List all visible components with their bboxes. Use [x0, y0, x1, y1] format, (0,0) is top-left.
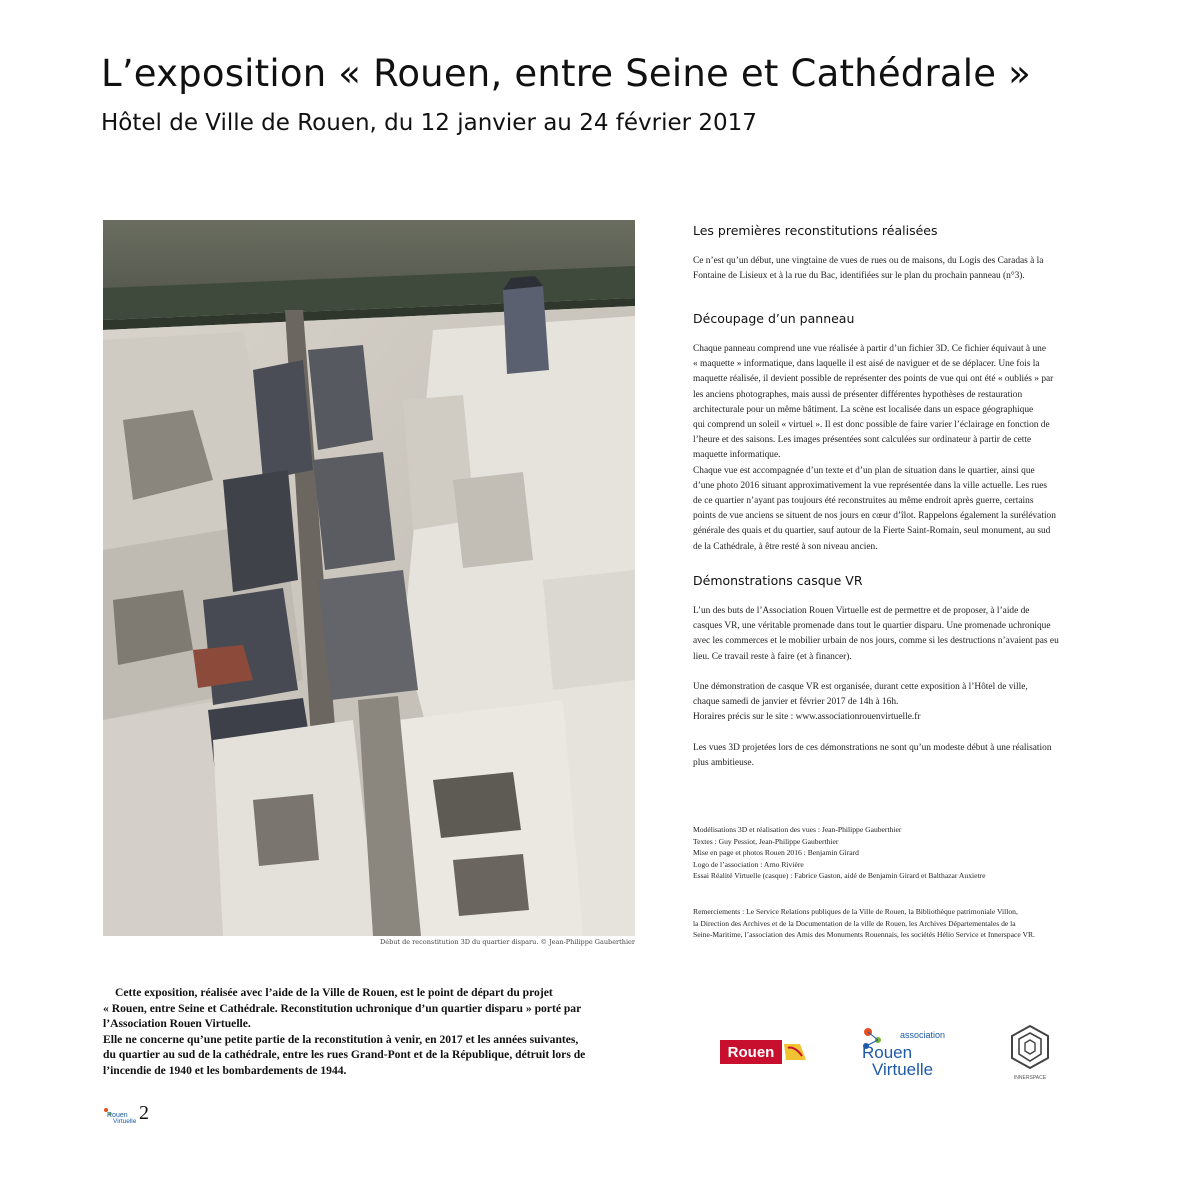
section-text-decoupage: Chaque panneau comprend une vue réalisée à partir d’un fichier 3D. Ce fichier équivaut à une « maquette » informatique, dans laquelle il est aisé de naviguer et de se déplacer. Une fois la maquette réalisée, il devient possible de représenter des points de vue qui ont été « oubliés » par les anciens photographes, mais aussi de présenter différentes hypothèses de restauration architecturale pour un même bâtiment. La scène est localisée dans un espace géographique qui comprend un soleil « virtuel ». Il est donc possible de faire varier l’éclairage en fonction de l’heure et des saisons. Les images présentées sont calculées sur ordinateur à partir de cette maquette informatique. Chaque vue est accompagnée d’un texte et d’un plan de situation dans le quartier, ainsi que d’une photo 2016 situant approximativement la vue représentée dans la ville actuelle. Les rues de ce quartier n’ayant pas toujours été reconstruites au même endroit après guerre, certains points de vue anciens se situent de nos jours en cœur d’îlot. Rappelons également la surélévation générale des quais et du quartier, sauf autour de la Fierte Saint-Romain, seul monument, au sud de la Cathédrale, à être resté à son niveau ancien.	[693, 344, 1056, 552]
svg-text:Virtuelle: Virtuelle	[872, 1060, 934, 1078]
city-3d-reconstruction-image	[103, 220, 635, 936]
page-title: L’exposition « Rouen, entre Seine et Cathédrale »	[101, 52, 1031, 95]
section-heading-premieres: Les premières reconstitutions réalisées	[693, 223, 938, 238]
section-heading-decoupage: Découpage d’un panneau	[693, 311, 855, 326]
credits-block: Modélisations 3D et réalisation des vues : Jean-Philippe Gauberthier Textes : Guy Pessiot, Jean-Philippe Gauberthier Mise en page et photos Rouen 2016 : Benjamin Girard Logo de l’association : Arno Rivière Essai Réalité Virtuelle (casque) : Fabrice Gaston, aidé de Benjamin Girard et Balthazar Auxietre	[693, 825, 986, 881]
svg-text:Rouen: Rouen	[862, 1043, 913, 1062]
rouen-virtuelle-logo	[860, 1026, 960, 1078]
svg-text:Virtuelle: Virtuelle	[113, 1118, 137, 1124]
svg-text:INNERSPACE: INNERSPACE	[1013, 1075, 1047, 1081]
footer-rouen-virtuelle-logo	[103, 1106, 137, 1124]
image-caption: Début de reconstitution 3D du quartier disparu. © Jean-Philippe Gauberthier	[380, 938, 635, 946]
innerspace-logo	[1003, 1022, 1057, 1082]
svg-text:Rouen: Rouen	[107, 1112, 128, 1119]
section-text-vr: L’un des buts de l’Association Rouen Virtuelle est de permettre et de proposer, à l’aide de casques VR, une véritable promenade dans tout le quartier disparu. Une promenade uchronique avec les commerces et le mobilier urbain de nos jours, comme si les destructions n’avaient pas eu lieu. Ce travail reste à faire (et à financer). Une démonstration de casque VR est organisée, durant cette exposition à l’Hôtel de ville, chaque samedi de janvier et février 2017 de 14h à 16h. Horaires précis sur le site : www.associationrouenvirtuelle.fr Les vues 3D projetées lors de ces démonstrations ne sont qu’un modeste début à une réalisation plus ambitieuse.	[693, 606, 1059, 768]
section-text-premieres: Ce n’est qu’un début, une vingtaine de vues de rues ou de maisons, du Logis des Caradas à la Fontaine de Lisieux et à la rue du Bac, identifiées sur le plan du prochain panneau (n°3).	[693, 256, 1044, 282]
city-3d-reconstruction-image-drawing	[103, 220, 635, 936]
svg-text:association: association	[900, 1030, 946, 1040]
section-heading-vr: Démonstrations casque VR	[693, 573, 863, 588]
page-number: 2	[139, 1102, 149, 1124]
page-subtitle: Hôtel de Ville de Rouen, du 12 janvier au 24 février 2017	[101, 110, 757, 136]
rouen-city-logo	[720, 1040, 808, 1064]
rouen-logo-text: Rouen	[727, 1044, 775, 1061]
thanks-block: Remerciements : Le Service Relations publiques de la Ville de Rouen, la Bibliothèque patrimoniale Villon, la Direction des Archives et de la Documentation de la ville de Rouen, les Archives Départementales de la Seine-Maritime, l’association des Amis des Monuments Rouennais, les sociétés Hélio Service et Innerspace VR.	[693, 907, 1035, 940]
intro-paragraph: Cette exposition, réalisée avec l’aide de la Ville de Rouen, est le point de départ du projet « Rouen, entre Seine et Cathédrale. Reconstitution uchronique d’un quartier disparu » porté par l’Association Rouen Virtuelle. Elle ne concerne qu’une petite partie de la reconstitution à venir, en 2017 et les années suivantes, du quartier au sud de la cathédrale, entre les rues Grand-Pont et de la République, détruit lors de l’incendie de 1940 et les bombardements de 1944.	[103, 986, 586, 1077]
